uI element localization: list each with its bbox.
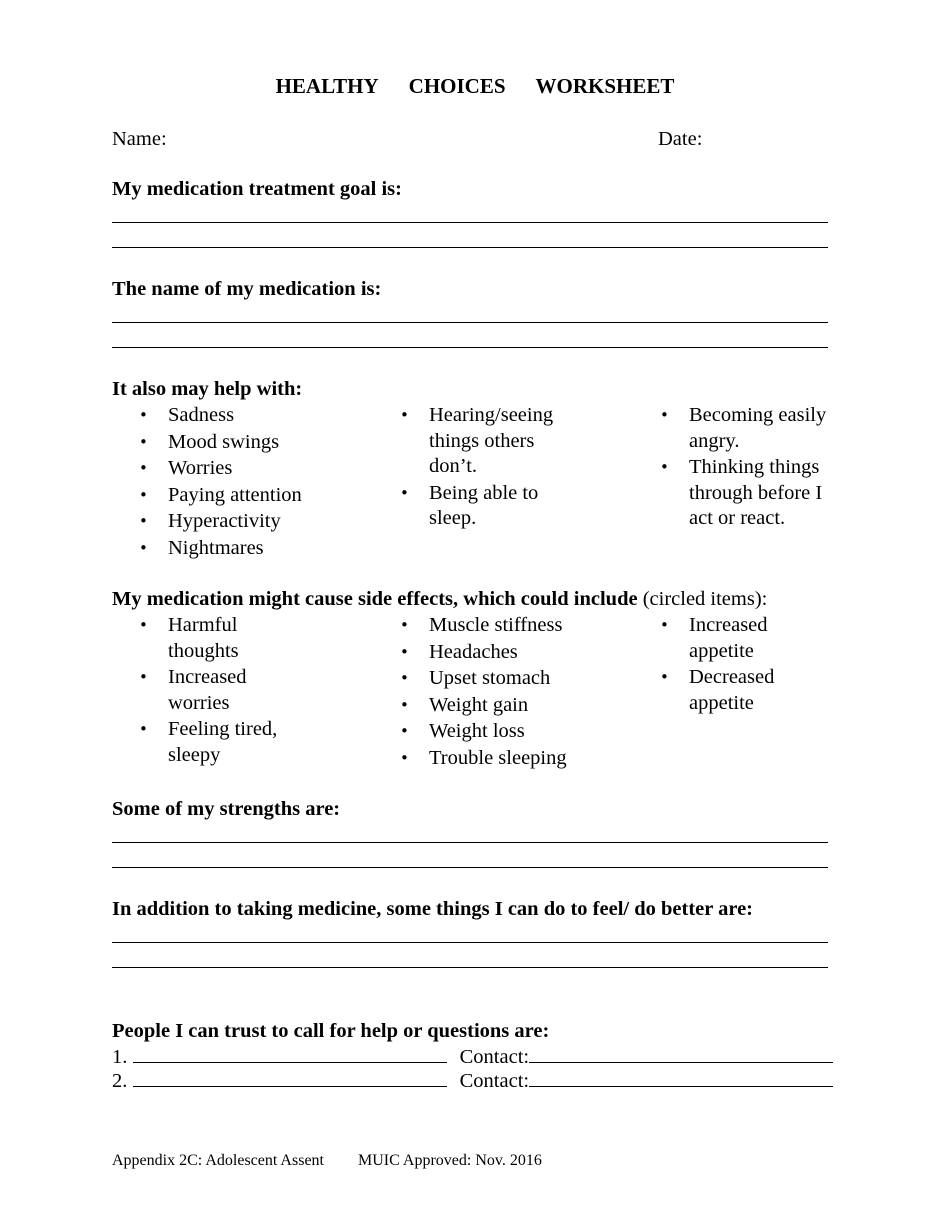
footer-appendix: Appendix 2C: Adolescent Assent (112, 1152, 324, 1169)
side-effects-col-2 (373, 613, 613, 772)
list-item: • Weight loss (373, 719, 613, 745)
list-item: • Hyperactivity (112, 509, 352, 535)
list-item (633, 455, 853, 532)
list-item (112, 613, 352, 664)
help-list-col-3 (633, 403, 853, 533)
medication-name-heading: The name of my medication is: (112, 278, 382, 300)
list-item: • Trouble sleeping (373, 746, 613, 772)
addition-answer-line[interactable] (112, 942, 828, 943)
goal-answer-line[interactable] (112, 222, 828, 223)
help-list-col-2 (373, 403, 573, 533)
list-item-text: • Increased appetite (689, 614, 768, 662)
list-item (633, 613, 853, 664)
list-item (633, 403, 853, 454)
person-name-line[interactable] (133, 1068, 447, 1087)
list-item-text: • Hearing/seeing things others don’t. (429, 404, 554, 477)
list-item-text: • Feeling tired, sleepy (168, 718, 278, 766)
strengths-heading: Some of my strengths are: (112, 798, 341, 820)
list-item-text: • Harmful thoughts (168, 614, 239, 662)
contact-line[interactable] (529, 1044, 833, 1063)
help-list-col-1 (112, 403, 352, 562)
list-item: • Weight gain (373, 693, 613, 719)
date-label: Date: (658, 128, 703, 150)
list-item-text: • Being able to sleep. (429, 481, 539, 529)
footer (112, 1152, 542, 1170)
person-number: 2. (112, 1070, 128, 1092)
person-row (112, 1044, 833, 1070)
contact-line[interactable] (529, 1068, 833, 1087)
side-effects-heading-row (112, 586, 767, 612)
list-item: • Muscle stiffness (373, 613, 613, 639)
addition-answer-line[interactable] (112, 967, 828, 968)
list-item (112, 717, 352, 768)
title-word: WORKSHEET (535, 74, 675, 98)
side-effects-heading: My medication might cause side effects, which could include (112, 588, 638, 610)
strengths-answer-line[interactable] (112, 867, 828, 868)
title-word: CHOICES (408, 74, 506, 98)
footer-approval: MUIC Approved: Nov. 2016 (357, 1152, 542, 1169)
list-item: • Headaches (373, 640, 613, 666)
list-item: • Upset stomach (373, 666, 613, 692)
contact-label: Contact: (459, 1046, 530, 1068)
strengths-answer-line[interactable] (112, 842, 828, 843)
person-number: 1. (112, 1046, 128, 1068)
goal-answer-line[interactable] (112, 247, 828, 248)
side-effects-note: (circled items): (642, 588, 768, 610)
list-item (373, 481, 573, 532)
contact-label: Contact: (459, 1070, 530, 1092)
page-title (0, 74, 950, 99)
list-item: • Mood swings (112, 430, 352, 456)
list-item: • Paying attention (112, 483, 352, 509)
name-label: Name: (112, 128, 167, 150)
addition-heading: In addition to taking medicine, some things I can do to feel/ do better are: (112, 898, 754, 920)
list-item: • Sadness (112, 403, 352, 429)
side-effects-col-1 (112, 613, 352, 769)
goal-heading: My medication treatment goal is: (112, 178, 402, 200)
list-item-text: • Decreased appetite (689, 666, 775, 714)
person-row (112, 1068, 833, 1094)
list-item (112, 665, 352, 716)
medication-name-answer-line[interactable] (112, 347, 828, 348)
list-item-text: • Thinking things through before I act or react. (689, 456, 823, 529)
medication-name-answer-line[interactable] (112, 322, 828, 323)
side-effects-col-3 (633, 613, 853, 717)
list-item (373, 403, 573, 480)
list-item (633, 665, 853, 716)
person-name-line[interactable] (133, 1044, 447, 1063)
title-word: HEALTHY (275, 74, 379, 98)
list-item-text: • Increased worries (168, 666, 247, 714)
people-heading: People I can trust to call for help or questions are: (112, 1020, 550, 1042)
list-item-text: • Becoming easily angry. (689, 404, 827, 452)
list-item: • Nightmares (112, 536, 352, 562)
help-heading: It also may help with: (112, 378, 303, 400)
list-item: • Worries (112, 456, 352, 482)
